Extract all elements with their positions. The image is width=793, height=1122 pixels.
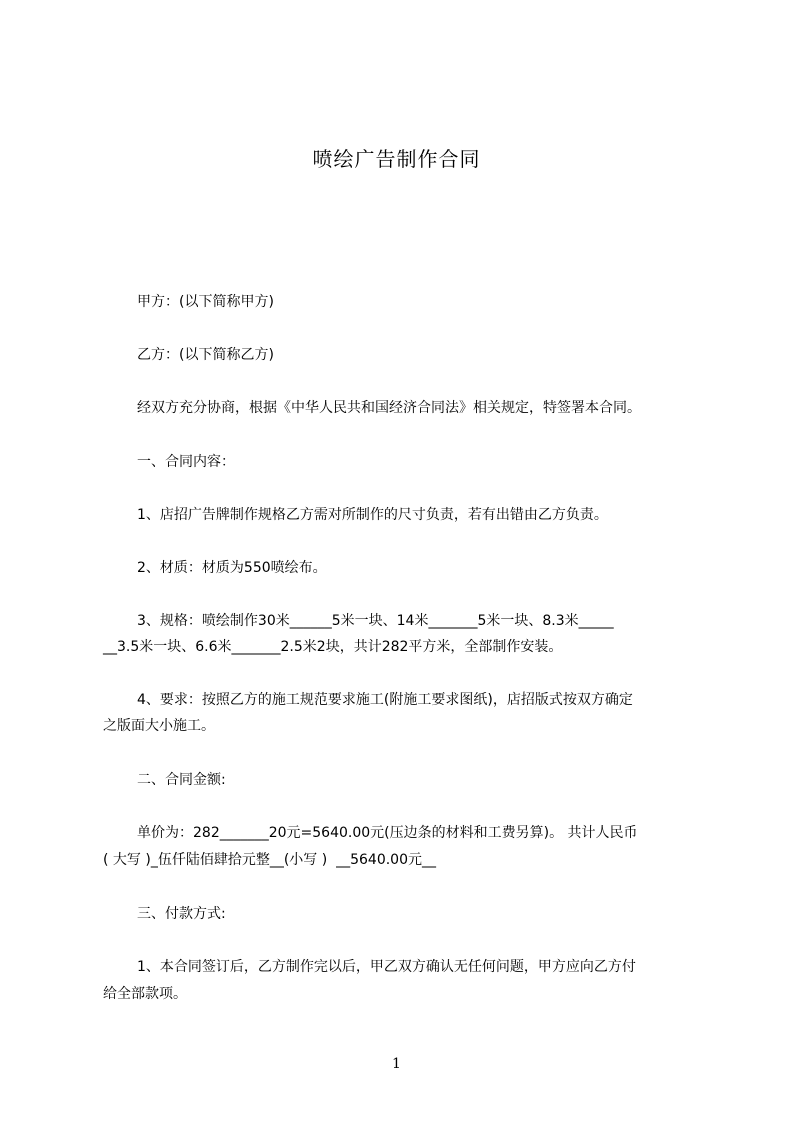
section3-item1-line2: 给全部款项。 bbox=[103, 986, 187, 1002]
intro-paragraph: 经双方充分协商，根据《中华人民共和国经济合同法》相关规定，特签署本合同。 bbox=[137, 400, 641, 416]
section2-price-line1: 单价为：282_______20元=5640.00元(压边条的材料和工费另算)。 共计人民币 bbox=[137, 825, 638, 841]
section2-price-line2: ( 大写 )_伍仟陆佰肆拾元整__(小写 ) __5640.00元__ bbox=[103, 852, 436, 868]
section2-heading: 二、合同金额: bbox=[137, 772, 226, 788]
section1-heading: 一、合同内容： bbox=[137, 454, 235, 470]
party-b-line: 乙方：(以下简称乙方) bbox=[137, 347, 274, 363]
section1-item2: 2、材质：材质为550喷绘布。 bbox=[137, 560, 327, 576]
section1-item4-line1: 4、要求：按照乙方的施工规范要求施工(附施工要求图纸)，店招版式按双方确定 bbox=[137, 692, 633, 708]
section3-heading: 三、付款方式: bbox=[137, 906, 226, 922]
page-number: 1 bbox=[392, 1056, 401, 1072]
document-title: 喷绘广告制作合同 bbox=[312, 147, 481, 171]
party-a-line: 甲方：(以下简称甲方) bbox=[137, 294, 274, 310]
section3-item1-line1: 1、本合同签订后，乙方制作完以后，甲乙双方确认无任何问题，甲方应向乙方付 bbox=[137, 959, 636, 975]
section1-item3-line1: 3、规格：喷绘制作30米______5米一块、14米_______5米一块、8.3米_____ bbox=[137, 613, 614, 629]
section1-item1: 1、店招广告牌制作规格乙方需对所制作的尺寸负责，若有出错由乙方负责。 bbox=[137, 507, 608, 523]
section1-item3-line2: __3.5米一块、6.6米_______2.5米2块，共计282平方米，全部制作安装。 bbox=[103, 639, 563, 655]
section1-item4-line2: 之版面大小施工。 bbox=[103, 718, 215, 734]
